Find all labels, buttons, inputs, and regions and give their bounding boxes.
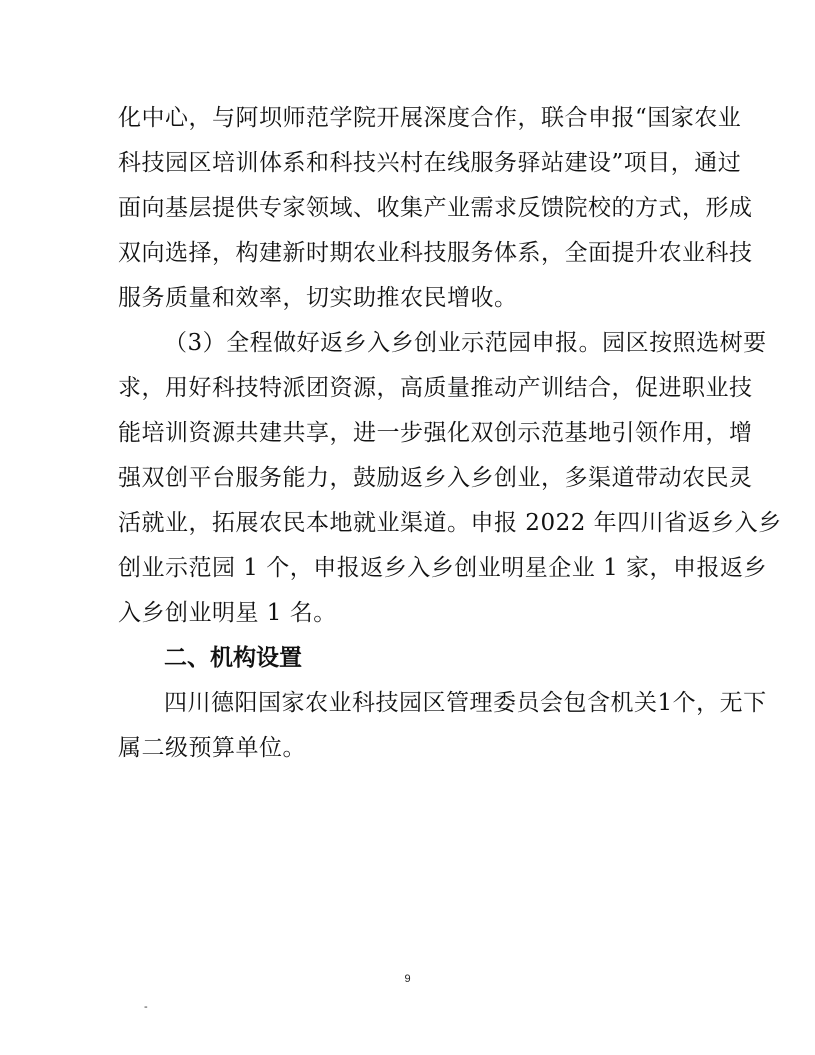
corner-mark: - — [144, 1001, 148, 1013]
section-heading: 二、机构设置 — [164, 645, 302, 671]
paragraph-1-line-5: 服务质量和效率，切实助推农民增收。 — [118, 285, 518, 311]
paragraph-2-line-2: 求，用好科技特派团资源，高质量推动产训结合，促进职业技 — [118, 375, 753, 401]
paragraph-2-line-6: 创业示范园 1 个，申报返乡入乡创业明星企业 1 家，申报返乡 — [118, 555, 768, 581]
paragraph-2-line-5: 活就业，拓展农民本地就业渠道。申报 2022 年四川省返乡入乡 — [118, 510, 782, 536]
paragraph-1-line-1: 化中心，与阿坝师范学院开展深度合作，联合申报“国家农业 — [118, 105, 742, 131]
paragraph-3-line-2: 属二级预算单位。 — [118, 735, 306, 761]
paragraph-2-line-3: 能培训资源共建共享，进一步强化双创示范基地引领作用，增 — [118, 420, 753, 446]
paragraph-3-line-1: 四川德阳国家农业科技园区管理委员会包含机关1个，无下 — [164, 690, 767, 716]
page-number: 9 — [404, 973, 411, 985]
paragraph-2-line-1: （3）全程做好返乡入乡创业示范园申报。园区按照选树要 — [164, 330, 767, 356]
paragraph-1-line-4: 双向选择，构建新时期农业科技服务体系，全面提升农业科技 — [118, 240, 753, 266]
paragraph-2-line-4: 强双创平台服务能力，鼓励返乡入乡创业，多渠道带动农民灵 — [118, 465, 753, 491]
paragraph-1-line-2: 科技园区培训体系和科技兴村在线服务驿站建设”项目，通过 — [118, 150, 742, 176]
paragraph-2-line-7: 入乡创业明星 1 名。 — [118, 600, 337, 626]
paragraph-1-line-3: 面向基层提供专家领域、收集产业需求反馈院校的方式，形成 — [118, 195, 753, 221]
